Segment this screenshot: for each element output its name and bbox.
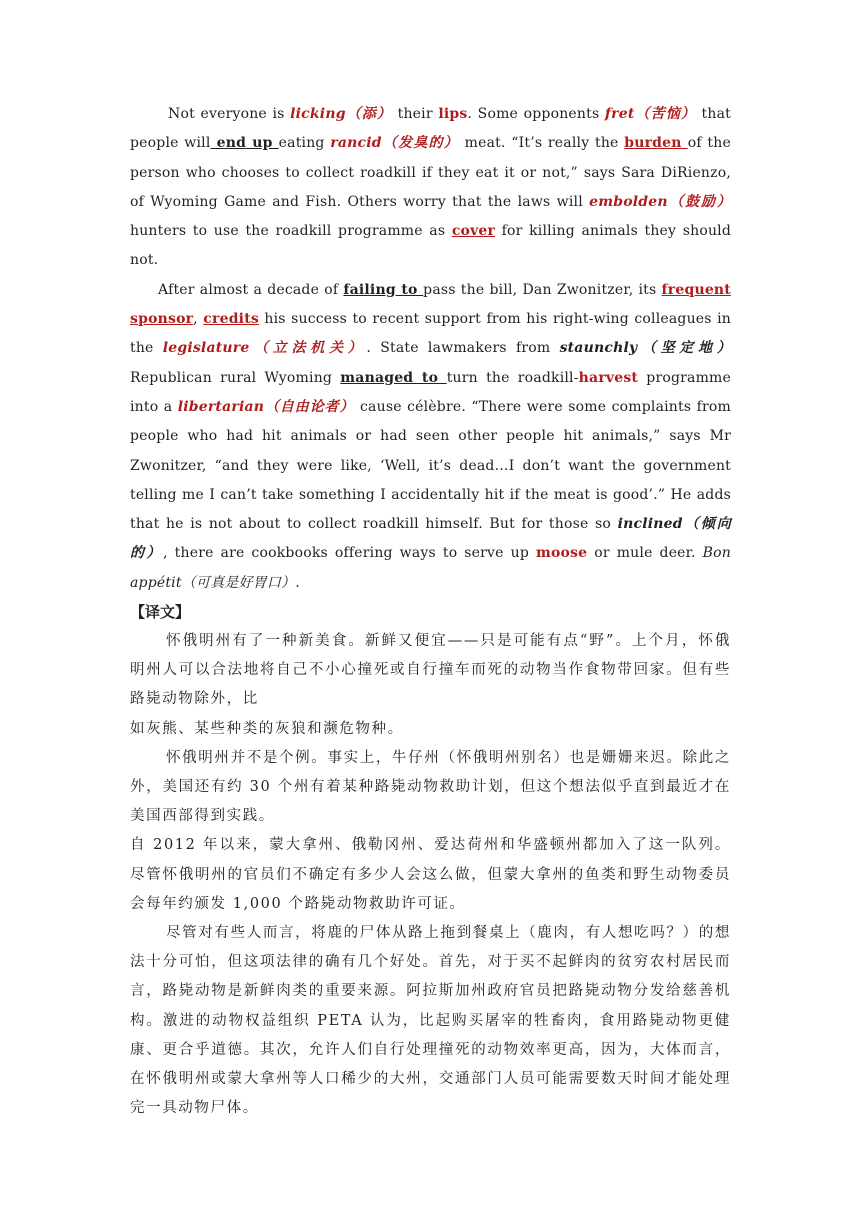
text: hunters to use the roadkill programme as xyxy=(130,223,452,240)
vocab-credits: credits xyxy=(203,311,259,328)
phrase-managed-to: managed to xyxy=(340,369,447,386)
text: Republican rural Wyoming xyxy=(130,369,341,386)
text: cause célèbre. “There were some complaints from people who had hit animals or had seen other people hit animals,” says Mr Zwonitzer, “and they were like, ‘Well, it’s dead…I don’t want the government telling me I can’t take something I accidentally hit if the meat is good’.” He adds that he is not about to collect roadkill himself. But for those so xyxy=(130,398,732,533)
text: , xyxy=(193,311,204,328)
english-paragraph-1 xyxy=(130,100,731,276)
vocab-embolden: embolden（鼓励） xyxy=(589,193,731,210)
phrase-bon-appetit: Bon appétit（可真是好胃口） xyxy=(130,545,731,591)
vocab-frequent-sponsor: frequent sponsor xyxy=(130,281,731,328)
text: programme into a xyxy=(130,369,732,415)
chinese-paragraph-4: 尽管对有些人而言，将鹿的尸体从路上拖到餐桌上（鹿肉，有人想吃吗？）的想法十分可怕，但这项法律的确有几个好处。首先，对于买不起鲜肉的贫穷农村居民而言，路毙动物是新鲜肉类的重要来源。阿拉斯加州政府官员把路毙动物分发给慈善机构。激进的动物权益组织 PETA 认为，比起购买屠宰的牲畜肉，食用路毙动物更健康、更合乎道德。其次，允许人们自行处理撞死的动物效率更高，因为，大体而言，在怀俄明州或蒙大拿州等人口稀少的大州，交通部门人员可能需要数天时间才能处理完一具动物尸体。 xyxy=(130,925,731,1117)
text: pass the bill, Dan Zwonitzer, its xyxy=(423,281,662,298)
chinese-paragraph-3: 自 2012 年以来，蒙大拿州、俄勒冈州、爱达荷州和华盛顿州都加入了这一队列。尽管怀俄明州的官员们不确定有多少人会这么做，但蒙大拿州的鱼类和野生动物委员会每年约颁发 1,000 个路毙动物救助许可证。 xyxy=(130,837,731,912)
translation-heading: 【译文】 xyxy=(130,603,191,622)
text: turn the roadkill- xyxy=(446,369,579,386)
text: . xyxy=(295,574,300,591)
text: Not everyone is xyxy=(168,106,291,122)
text: or mule deer. xyxy=(587,545,703,562)
text: of the person who chooses to collect roadkill if they eat it or not,” says Sara DiRienzo, of Wyoming Game and Fish. Others worry that the laws will xyxy=(130,135,731,210)
vocab-cover: cover xyxy=(451,223,496,240)
text: eating xyxy=(278,135,331,152)
text: their xyxy=(392,106,439,122)
chinese-paragraph-2: 怀俄明州并不是个例。事实上，牛仔州（怀俄明州别名）也是姗姗来迟。除此之外，美国还有约 30 个州有着某种路毙动物救助计划，但这个想法似乎直到最近才在美国西部得到实践。 xyxy=(130,749,731,825)
vocab-lips: lips xyxy=(438,106,468,122)
chinese-paragraph-1-continued: 如灰熊、某些种类的灰狼和濒危物种。 xyxy=(130,720,404,737)
vocab-libertarian: libertarian（自由论者） xyxy=(177,398,355,415)
vocab-fret: fret（苦恼） xyxy=(604,106,696,122)
vocab-legislature: legislature（立法机关） xyxy=(162,340,367,357)
vocab-inclined: inclined（倾向的） xyxy=(130,516,732,562)
text: his success to recent support from his right-wing colleagues in the xyxy=(130,311,731,357)
text: that people will xyxy=(130,106,731,152)
vocab-licking: licking（添） xyxy=(290,106,393,122)
english-paragraph-2 xyxy=(130,276,731,598)
vocab-burden: burden xyxy=(624,135,688,152)
text: meat. “It’s really the xyxy=(458,135,625,152)
text: . Some opponents xyxy=(467,106,605,122)
text: After almost a decade of xyxy=(158,281,344,298)
text: , there are cookbooks offering ways to serve up xyxy=(163,545,536,562)
document-page xyxy=(130,100,731,1124)
vocab-staunchly: staunchly（坚定地） xyxy=(559,340,731,357)
vocab-harvest: harvest xyxy=(578,369,639,386)
phrase-failing-to: failing to xyxy=(343,281,424,298)
phrase-end-up: end up xyxy=(210,135,279,152)
text: . State lawmakers from xyxy=(366,340,560,357)
vocab-rancid: rancid（发臭的） xyxy=(330,135,459,152)
chinese-paragraph-1: 怀俄明州有了一种新美食。新鲜又便宜——只是可能有点“野”。上个月，怀俄明州人可以合法地将自己不小心撞死或自行撞车而死的动物当作食物带回家。但有些路毙动物除外，比 xyxy=(130,633,731,708)
text: for killing animals they should not. xyxy=(130,223,731,269)
vocab-moose: moose xyxy=(535,545,588,562)
